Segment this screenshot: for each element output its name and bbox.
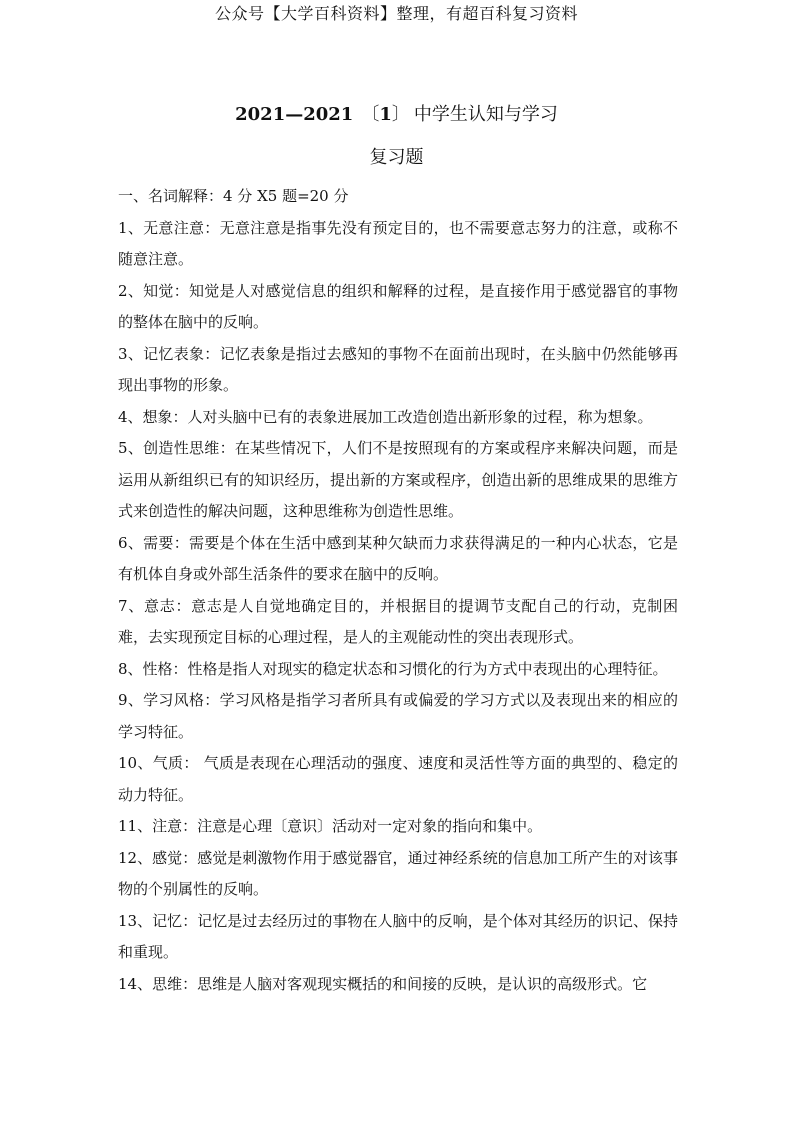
title-term: 〔1〕	[361, 104, 410, 125]
definition-item: 7、意志：意志是人自觉地确定目的，并根据目的提调节支配自己的行动，克制困难，去实现预定目标的心理过程，是人的主观能动性的突出表现形式。	[118, 596, 678, 646]
definition-item: 2、知觉：知觉是人对感觉信息的组织和解释的过程，是直接作用于感觉器官的事物的整体在脑中的反响。	[118, 281, 678, 331]
definition-item: 10、气质： 气质是表现在心理活动的强度、速度和灵活性等方面的典型的、稳定的动力特征。	[118, 754, 678, 804]
section-heading: 一、名词解释：4 分 X5 题=20 分	[118, 187, 349, 205]
title-year: 2021—2021	[235, 104, 354, 125]
definition-item: 13、记忆：记忆是过去经历过的事物在人脑中的反响，是个体对其经历的识记、保持和重现。	[118, 911, 678, 961]
header-note: 公众号【大学百科资料】整理，有超百科复习资料	[214, 4, 578, 23]
title-course: 中学生认知与学习	[413, 104, 558, 125]
definition-item: 9、学习风格：学习风格是指学习者所具有或偏爱的学习方式以及表现出来的相应的学习特征。	[118, 691, 678, 741]
definition-item: 12、感觉：感觉是刺激物作用于感觉器官，通过神经系统的信息加工所产生的对该事物的个别属性的反响。	[118, 848, 678, 898]
definition-item: 5、创造性思维：在某些情况下，人们不是按照现有的方案或程序来解决问题，而是运用从新组织已有的知识经历，提出新的方案或程序，创造出新的思维成果的思维方式来创造性的解决问题，这种思维称为创造性思维。	[118, 439, 678, 520]
definition-item: 1、无意注意：无意注意是指事先没有预定目的，也不需要意志努力的注意，或称不随意注意。	[118, 218, 678, 268]
document-subtitle: 复习题	[369, 147, 424, 168]
document-body	[118, 181, 678, 1000]
definition-item: 14、思维：思维是人脑对客观现实概括的和间接的反映，是认识的高级形式。它	[118, 974, 648, 993]
definition-item: 6、需要：需要是个体在生活中感到某种欠缺而力求获得满足的一种内心状态，它是有机体自身或外部生活条件的要求在脑中的反响。	[118, 533, 678, 583]
definition-item: 8、性格：性格是指人对现实的稳定状态和习惯化的行为方式中表现出的心理特征。	[118, 659, 668, 678]
document-title	[0, 102, 793, 128]
definition-item: 4、想象：人对头脑中已有的表象进展加工改造创造出新形象的过程，称为想象。	[118, 407, 653, 426]
definition-item: 11、注意：注意是心理〔意识〕活动对一定对象的指向和集中。	[118, 817, 543, 835]
definition-item: 3、记忆表象：记忆表象是指过去感知的事物不在面前出现时，在头脑中仍然能够再现出事物的形象。	[118, 344, 678, 394]
